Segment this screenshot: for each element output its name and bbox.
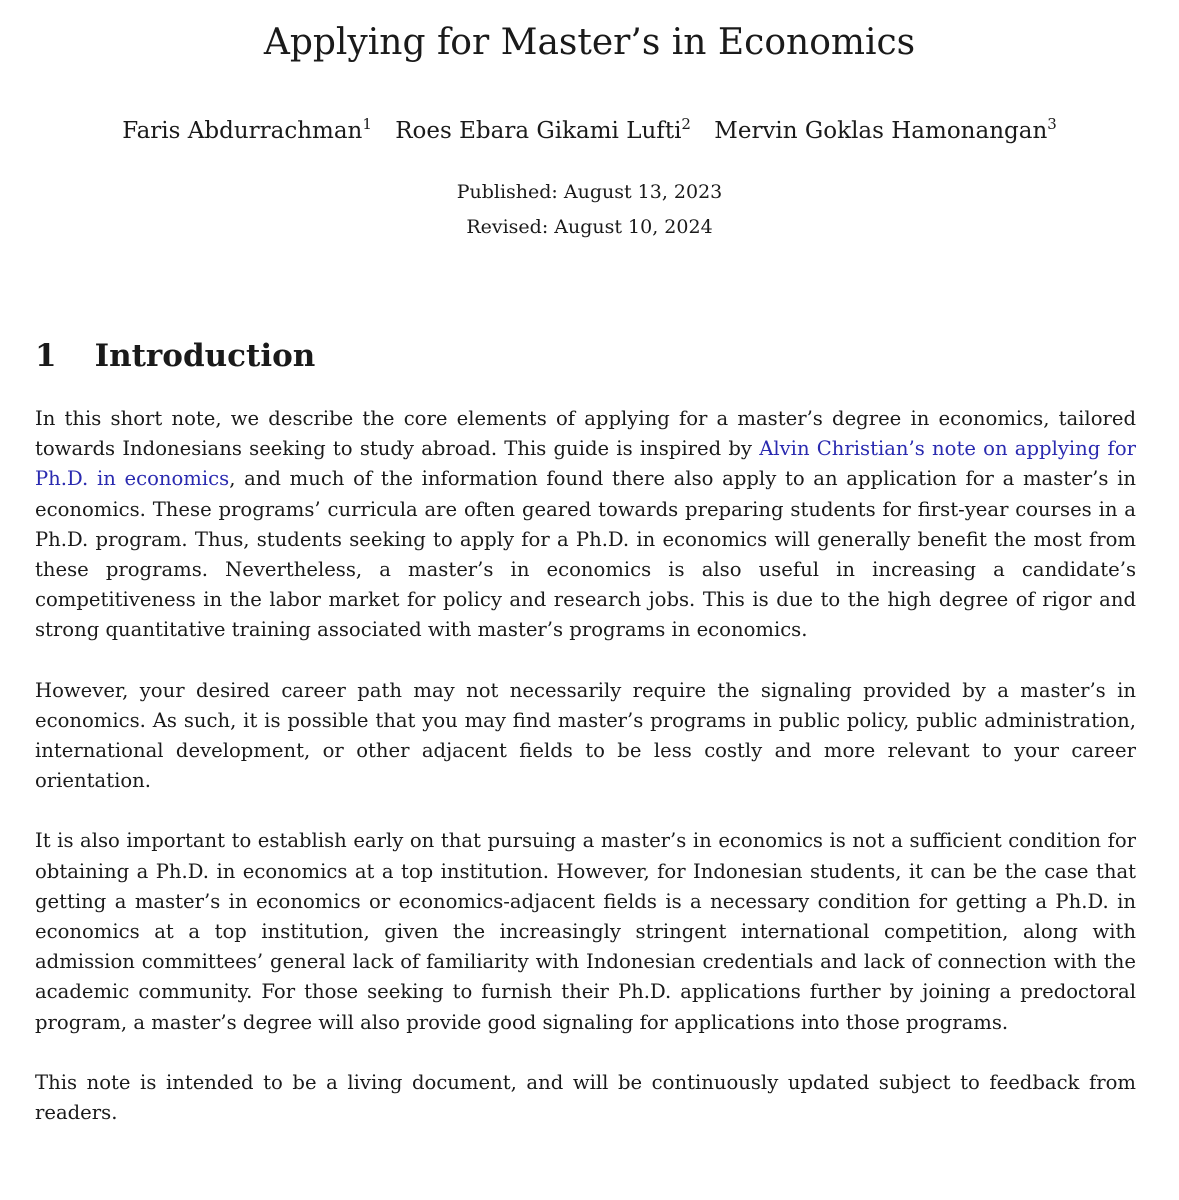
author-2-affiliation: 2 <box>681 115 691 133</box>
author-2-name: Roes Ebara Gikami Lufti <box>395 118 682 144</box>
publication-dates <box>0 175 1179 245</box>
section-heading <box>35 338 315 374</box>
author-1-affiliation: 1 <box>362 115 372 133</box>
author-3-name: Mervin Goklas Hamonangan <box>714 118 1048 144</box>
author-3 <box>714 115 1057 144</box>
paper-title: Applying for Master’s in Economics <box>263 22 916 63</box>
paragraph-2: However, your desired career path may not necessarily require the signaling provided by a master’s in economics. As such, it is possible that you may find master’s programs in public policy, public administration, international development, or other adjacent fields to be less costly and more relevant to your career orientation. <box>35 678 1136 793</box>
paragraph-1-text-end: , and much of the information found there also apply to an application for a master’s in economics. These programs’ curricula are often geared towards preparing students for first-year courses in a Ph.D. program. Thus, students seeking to apply for a Ph.D. in economics will generally benefit the most from these programs. Nevertheless, a master’s in economics is also useful in increasing a candidate’s competitiveness in the labor market for policy and research jobs. This is due to the high degree of rigor and strong quantitative training associated with master’s programs in economics. <box>35 467 1136 642</box>
paragraph-1-text-start: In this short note, we describe the core elements of applying for a master’s degree in economics, tailored towards Indonesians seeking to study abroad. This guide is inspired by <box>35 407 1136 461</box>
paragraph-4: This note is intended to be a living document, and will be continuously updated subject to feedback from readers. <box>35 1070 1136 1125</box>
author-list <box>0 115 1179 144</box>
section-number: 1 <box>35 338 57 374</box>
author-1 <box>122 115 372 144</box>
published-date: Published: August 13, 2023 <box>456 181 723 203</box>
author-1-name: Faris Abdurrachman <box>122 118 363 144</box>
revised-date: Revised: August 10, 2024 <box>466 216 713 238</box>
alvin-christian-note-link[interactable]: Alvin Christian’s note on applying for Ph.D. in economics <box>35 437 1136 491</box>
section-title: Introduction <box>94 338 316 374</box>
paragraph-1 <box>35 404 1136 646</box>
section-body <box>35 404 1136 1158</box>
author-3-affiliation: 3 <box>1047 115 1057 133</box>
paragraph-3: It is also important to establish early on that pursuing a master’s in economics is not a sufficient condition for obtaining a Ph.D. in economics at a top institution. However, for Indonesian students, it can be the case that getting a master’s in economics or economics-adjacent fields is a necessary condition for getting a Ph.D. in economics at a top institution, given the increasingly stringent international competition, along with admission committees’ general lack of familiarity with Indonesian credentials and lack of connection with the academic community. For those seeking to furnish their Ph.D. applications further by joining a predoctoral program, a master’s degree will also provide good signaling for applications into those programs. <box>35 829 1136 1034</box>
author-2 <box>395 115 691 144</box>
